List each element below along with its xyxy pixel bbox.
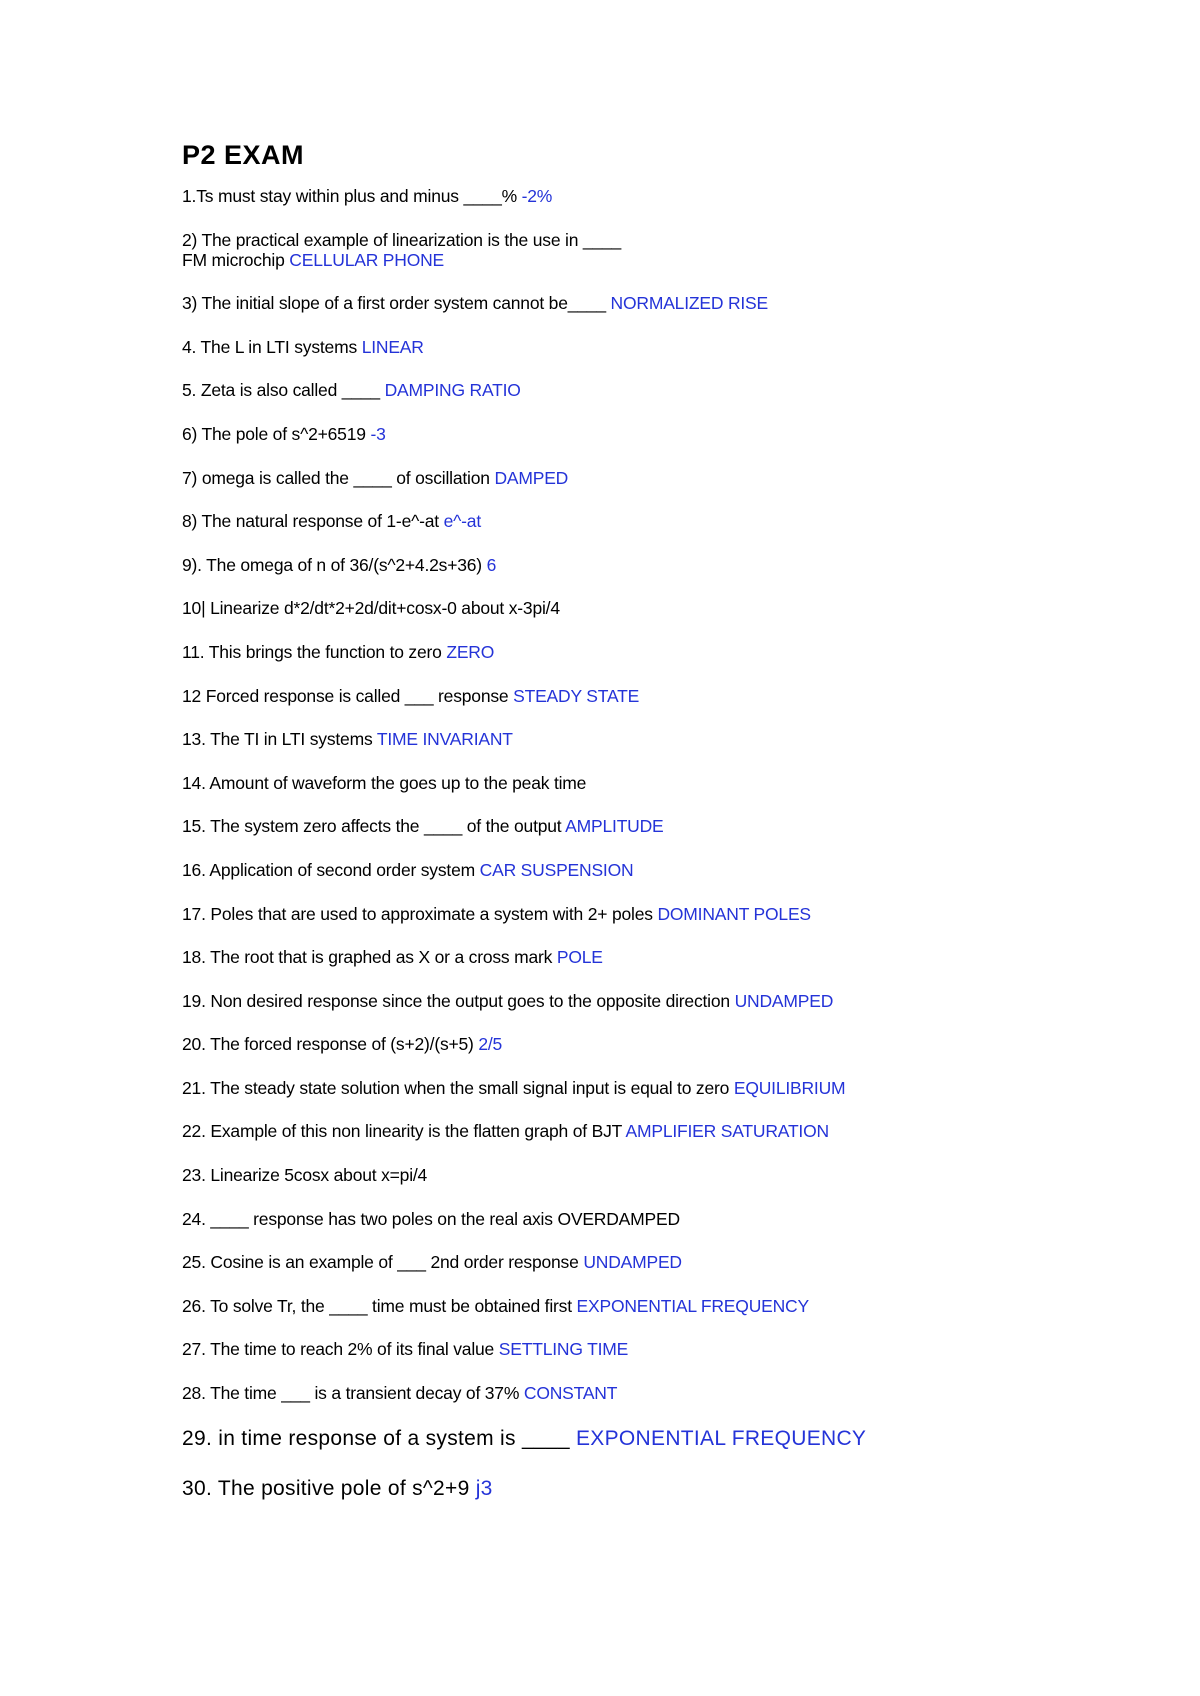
question-text: 12 Forced response is called ___ response bbox=[182, 685, 509, 706]
question-text: 6) The pole of s^2+6519 bbox=[182, 423, 366, 444]
question-text: 16. Application of second order system bbox=[182, 859, 475, 880]
question-text: 26. To solve Tr, the ____ time must be obtained first bbox=[182, 1295, 572, 1316]
question-item bbox=[182, 293, 1162, 313]
question-item bbox=[182, 1209, 1162, 1229]
answer-text: POLE bbox=[556, 947, 603, 968]
answer-text: e^-at bbox=[443, 511, 481, 532]
answer-text: 2/5 bbox=[478, 1034, 503, 1055]
answer-text: CELLULAR PHONE bbox=[289, 249, 445, 270]
question-text: 2) The practical example of linearization is the use in ____ bbox=[182, 229, 622, 250]
answer-text: UNDAMPED bbox=[734, 990, 834, 1011]
question-item bbox=[182, 773, 1162, 793]
question-item bbox=[182, 230, 1162, 270]
question-text: 5. Zeta is also called ____ bbox=[182, 380, 380, 401]
answer-text: SETTLING TIME bbox=[498, 1339, 629, 1360]
question-list bbox=[182, 186, 1162, 1501]
question-item bbox=[182, 337, 1162, 357]
question-text: 21. The steady state solution when the small signal input is equal to zero bbox=[182, 1077, 730, 1098]
question-text: 18. The root that is graphed as X or a cross mark bbox=[182, 947, 553, 968]
question-item bbox=[182, 642, 1162, 662]
question-text: 30. The positive pole of s^2+9 bbox=[182, 1476, 470, 1500]
question-item bbox=[182, 1296, 1162, 1316]
answer-text: AMPLITUDE bbox=[565, 816, 664, 837]
question-item bbox=[182, 1477, 1162, 1501]
question-item bbox=[182, 511, 1162, 531]
question-text: 29. in time response of a system is ____ bbox=[182, 1426, 570, 1450]
question-item bbox=[182, 947, 1162, 967]
question-item bbox=[182, 1034, 1162, 1054]
answer-text: STEADY STATE bbox=[513, 685, 640, 706]
answer-text: EXPONENTIAL FREQUENCY bbox=[576, 1295, 809, 1316]
question-text: 9). The omega of n of 36/(s^2+4.2s+36) bbox=[182, 554, 482, 575]
question-text: 10| Linearize d*2/dt*2+2d/dit+cosx-0 about x-3pi/4 bbox=[182, 598, 560, 619]
question-item bbox=[182, 1078, 1162, 1098]
question-item bbox=[182, 555, 1162, 575]
question-item bbox=[182, 1427, 1162, 1451]
question-item bbox=[182, 1121, 1162, 1141]
question-item bbox=[182, 1252, 1162, 1272]
question-text: 20. The forced response of (s+2)/(s+5) bbox=[182, 1034, 474, 1055]
question-item bbox=[182, 468, 1162, 488]
answer-text: j3 bbox=[475, 1476, 493, 1500]
answer-text: AMPLIFIER SATURATION bbox=[625, 1121, 829, 1142]
question-text: 27. The time to reach 2% of its final value bbox=[182, 1339, 495, 1360]
question-text: 19. Non desired response since the output goes to the opposite direction bbox=[182, 990, 730, 1011]
answer-text: EXPONENTIAL FREQUENCY bbox=[576, 1426, 867, 1450]
question-text: 1.Ts must stay within plus and minus ____% bbox=[182, 186, 517, 206]
answer-text: 6 bbox=[486, 554, 497, 575]
answer-text: LINEAR bbox=[361, 336, 424, 357]
question-item bbox=[182, 904, 1162, 924]
answer-text: NORMALIZED RISE bbox=[610, 293, 768, 314]
question-item bbox=[182, 729, 1162, 749]
answer-text: CAR SUSPENSION bbox=[479, 859, 634, 880]
question-item bbox=[182, 1339, 1162, 1359]
question-text: 13. The TI in LTI systems bbox=[182, 729, 373, 750]
answer-text: DOMINANT POLES bbox=[657, 903, 811, 924]
question-text: 4. The L in LTI systems bbox=[182, 336, 358, 357]
question-text: 11. This brings the function to zero bbox=[182, 641, 442, 662]
question-text: 15. The system zero affects the ____ of the output bbox=[182, 816, 562, 837]
question-text: 8) The natural response of 1-e^-at bbox=[182, 511, 439, 532]
answer-text: TIME INVARIANT bbox=[376, 729, 513, 750]
question-text: 28. The time ___ is a transient decay of 37% bbox=[182, 1383, 520, 1404]
question-text: 25. Cosine is an example of ___ 2nd order response bbox=[182, 1252, 579, 1273]
answer-text: -3 bbox=[370, 423, 386, 444]
answer-text: EQUILIBRIUM bbox=[733, 1077, 846, 1098]
question-text: 22. Example of this non linearity is the flatten graph of BJT bbox=[182, 1121, 622, 1142]
question-item bbox=[182, 424, 1162, 444]
question-item bbox=[182, 186, 1162, 206]
question-text: 17. Poles that are used to approximate a system with 2+ poles bbox=[182, 903, 653, 924]
question-item bbox=[182, 816, 1162, 836]
exam-document bbox=[182, 138, 1162, 1527]
question-item bbox=[182, 1165, 1162, 1185]
answer-text: DAMPING RATIO bbox=[384, 380, 521, 401]
question-text: 14. Amount of waveform the goes up to the peak time bbox=[182, 772, 587, 793]
page-title: P2 EXAM bbox=[182, 140, 305, 170]
answer-text: CONSTANT bbox=[523, 1383, 618, 1404]
question-item bbox=[182, 860, 1162, 880]
answer-text: UNDAMPED bbox=[583, 1252, 682, 1273]
answer-text: DAMPED bbox=[494, 467, 569, 488]
question-text: 24. ____ response has two poles on the real axis OVERDAMPED bbox=[182, 1208, 680, 1229]
question-text: 3) The initial slope of a first order system cannot be____ bbox=[182, 293, 606, 314]
answer-text: ZERO bbox=[446, 641, 495, 662]
question-item bbox=[182, 380, 1162, 400]
question-item bbox=[182, 686, 1162, 706]
question-item bbox=[182, 991, 1162, 1011]
question-text-continued: FM microchip bbox=[182, 249, 285, 270]
question-text: 7) omega is called the ____ of oscillation bbox=[182, 467, 490, 488]
question-item bbox=[182, 598, 1162, 618]
question-item bbox=[182, 1383, 1162, 1403]
question-text: 23. Linearize 5cosx about x=pi/4 bbox=[182, 1165, 428, 1186]
answer-text: -2% bbox=[521, 186, 553, 206]
